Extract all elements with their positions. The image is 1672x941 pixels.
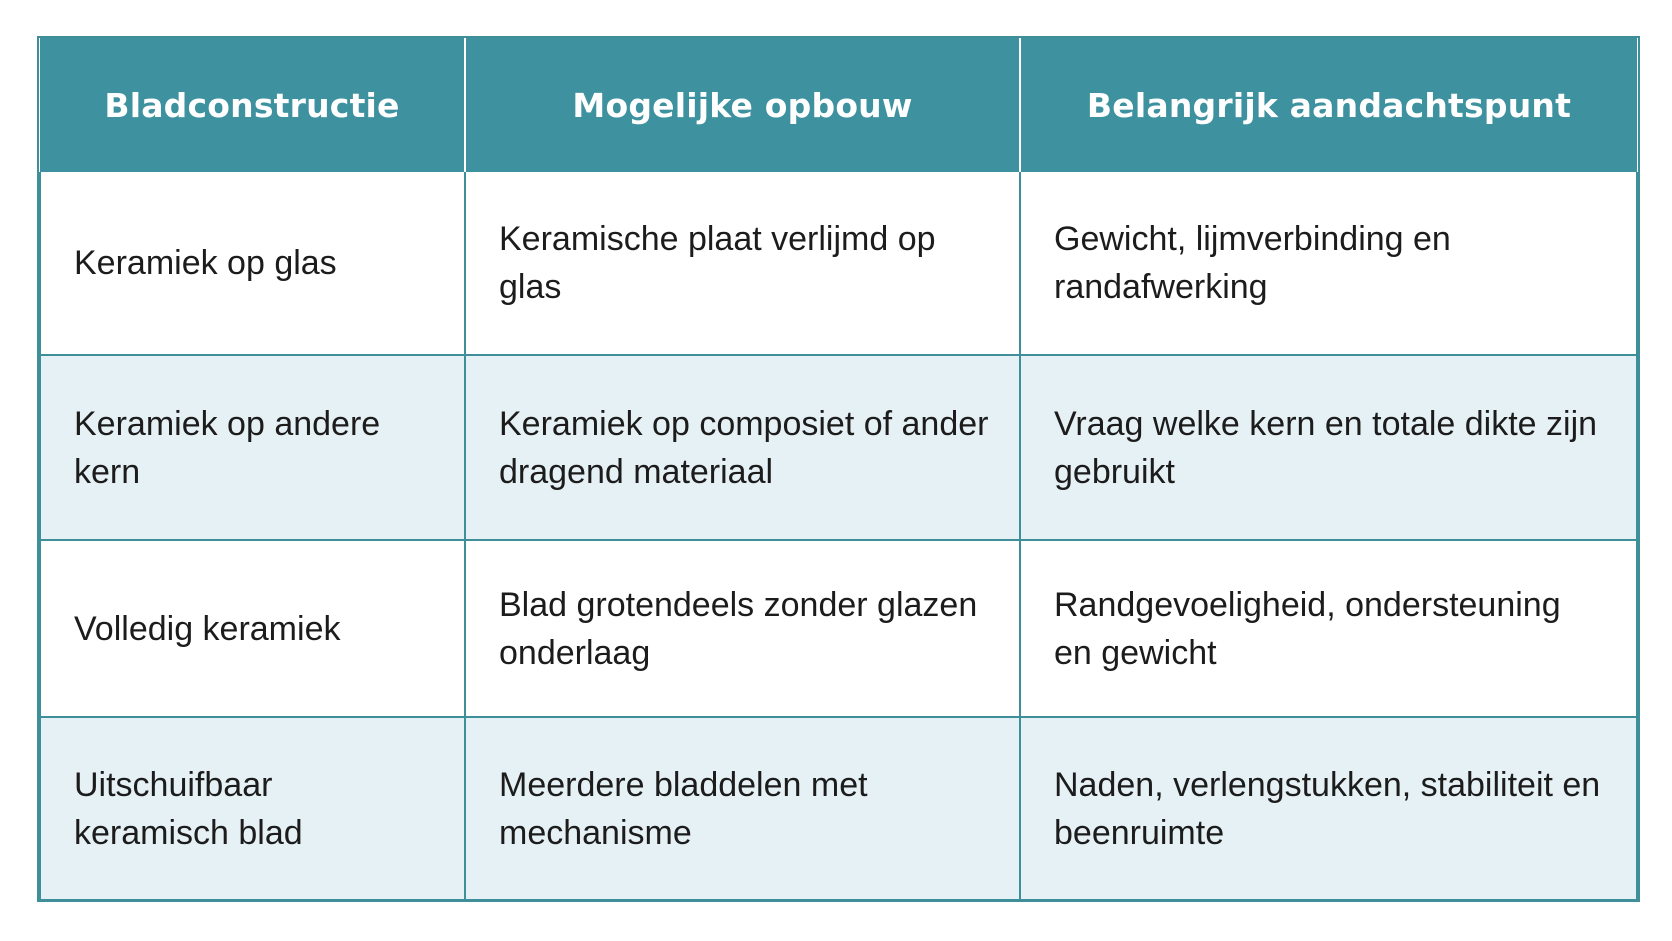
comparison-table — [37, 36, 1640, 902]
cell-attention: Randgevoeligheid, ondersteuning en gewicht — [1020, 540, 1637, 717]
table-row — [40, 355, 1637, 540]
cell-construction: Volledig keramiek — [40, 540, 465, 717]
cell-buildup: Keramische plaat verlijmd op glas — [465, 172, 1020, 355]
header-aandachtspunt: Belangrijk aandachtspunt — [1020, 38, 1637, 172]
cell-attention: Naden, verlengstukken, stabiliteit en beenruimte — [1020, 717, 1637, 900]
cell-construction: Keramiek op glas — [40, 172, 465, 355]
header-bladconstructie: Bladconstructie — [40, 38, 465, 172]
cell-buildup: Blad grotendeels zonder glazen onderlaag — [465, 540, 1020, 717]
header-mogelijke-opbouw: Mogelijke opbouw — [465, 38, 1020, 172]
cell-buildup: Keramiek op composiet of ander dragend materiaal — [465, 355, 1020, 540]
header-row — [40, 38, 1637, 172]
table — [39, 38, 1638, 901]
cell-attention: Gewicht, lijmverbinding en randafwerking — [1020, 172, 1637, 355]
cell-construction: Keramiek op andere kern — [40, 355, 465, 540]
cell-attention: Vraag welke kern en totale dikte zijn gebruikt — [1020, 355, 1637, 540]
table-header — [40, 38, 1637, 172]
table-row — [40, 717, 1637, 900]
table-row — [40, 540, 1637, 717]
table-body — [40, 172, 1637, 900]
cell-construction: Uitschuifbaar keramisch blad — [40, 717, 465, 900]
cell-buildup: Meerdere bladdelen met mechanisme — [465, 717, 1020, 900]
table-row — [40, 172, 1637, 355]
